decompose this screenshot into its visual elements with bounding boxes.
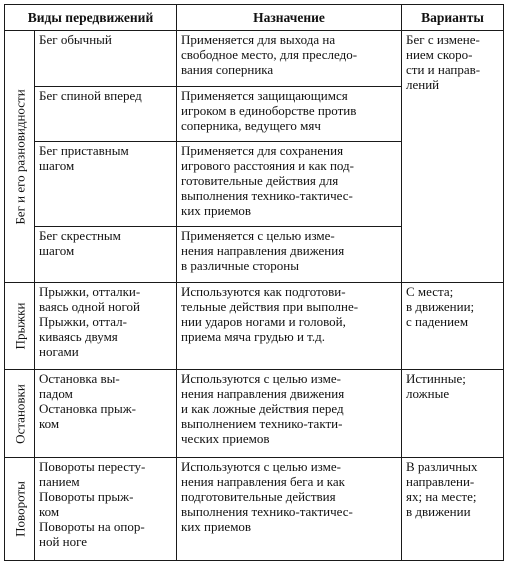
text-line: Бег с измене-	[406, 32, 480, 47]
text-line: ях; на месте;	[406, 489, 477, 504]
header-variants: Варианты	[402, 5, 504, 31]
text-line: Применяется защищающимся	[181, 88, 348, 103]
text-line: Применяется для выхода на	[181, 32, 336, 47]
text-line: Остановка прыж-	[39, 401, 137, 416]
text-line: нения направления движения	[181, 243, 345, 258]
text-line: ваясь одной ногой	[39, 299, 140, 314]
table-row	[5, 31, 504, 87]
text-line: лений	[406, 77, 440, 92]
text-line: Прыжки, оттал-	[39, 314, 127, 329]
movement-type-cell	[35, 142, 177, 227]
group-label-cell	[5, 31, 35, 283]
table-row	[5, 458, 504, 561]
text-line: панием	[39, 474, 80, 489]
group-label-turns: Повороты	[12, 481, 27, 537]
variants-cell	[402, 31, 504, 283]
movement-type-cell	[35, 31, 177, 87]
text-line: тельные действия при выполне-	[181, 299, 359, 314]
text-line: соперника, ведущего мяч	[181, 118, 321, 133]
movement-types-table	[4, 4, 504, 561]
purpose-cell	[177, 370, 402, 458]
purpose-cell	[177, 227, 402, 283]
movement-type-cell	[35, 370, 177, 458]
text-line: нием скоро-	[406, 47, 473, 62]
text-line: и как ложные действия перед	[181, 401, 344, 416]
table-row	[5, 370, 504, 458]
text-line: ком	[39, 416, 60, 431]
text-line: Применяется для сохранения	[181, 143, 344, 158]
text-line: Повороты пересту-	[39, 459, 146, 474]
text-line: ной ноге	[39, 534, 88, 549]
purpose-cell	[177, 31, 402, 87]
text-line: Прыжки, отталки-	[39, 284, 141, 299]
text-line: игрового расстояния и как под-	[181, 158, 354, 173]
purpose-cell	[177, 87, 402, 142]
text-line: направлени-	[406, 474, 475, 489]
text-line: ногами	[39, 344, 79, 359]
text-line: В различных	[406, 459, 478, 474]
text-line: Используются с целью изме-	[181, 371, 341, 386]
movement-type-cell	[35, 458, 177, 561]
purpose-cell	[177, 142, 402, 227]
group-label-running: Бег и его разновидности	[12, 88, 27, 225]
purpose-cell	[177, 458, 402, 561]
text-line: свободное место, для преследо-	[181, 47, 358, 62]
text-line: Повороты на опор-	[39, 519, 145, 534]
text-line: ложные	[406, 386, 450, 401]
text-line: падом	[39, 386, 73, 401]
text-line: в движении	[406, 504, 471, 519]
purpose-cell	[177, 283, 402, 370]
text-line: шагом	[39, 243, 75, 258]
text-line: выполнения технико-тактичес-	[181, 504, 353, 519]
text-line: с падением	[406, 314, 469, 329]
text-line: Бег обычный	[39, 32, 112, 47]
movement-type-cell	[35, 87, 177, 142]
text-line: в различные стороны	[181, 258, 299, 273]
text-line: Бег спиной вперед	[39, 88, 142, 103]
text-line: ком	[39, 504, 60, 519]
text-line: ких приемов	[181, 203, 252, 218]
movement-type-cell	[35, 227, 177, 283]
header-row	[5, 5, 504, 31]
text-line: приема мяча грудью и т.д.	[181, 329, 325, 344]
table-row	[5, 283, 504, 370]
text-line: выполнением технико-такти-	[181, 416, 343, 431]
text-line: нения направления бега и как	[181, 474, 345, 489]
text-line: готовительные действия для	[181, 173, 339, 188]
text-line: ческих приемов	[181, 431, 270, 446]
text-line: Применяется с целью изме-	[181, 228, 335, 243]
variants-cell	[402, 458, 504, 561]
text-line: подготовительные действия	[181, 489, 336, 504]
text-line: Используются с целью изме-	[181, 459, 341, 474]
text-line: нения направления движения	[181, 386, 345, 401]
header-movement-types: Виды передвижений	[5, 5, 177, 31]
group-label-jumps: Прыжки	[12, 302, 27, 350]
text-line: киваясь двумя	[39, 329, 118, 344]
variants-cell	[402, 283, 504, 370]
text-line: Используются как подготови-	[181, 284, 346, 299]
text-line: Истинные;	[406, 371, 466, 386]
group-label-cell	[5, 283, 35, 370]
group-label-stops: Остановки	[12, 383, 27, 444]
text-line: выполнения технико-тактичес-	[181, 188, 353, 203]
text-line: Повороты прыж-	[39, 489, 134, 504]
text-line: сти и направ-	[406, 62, 481, 77]
group-label-cell	[5, 458, 35, 561]
text-line: нии ударов ногами и головой,	[181, 314, 346, 329]
text-line: вания соперника	[181, 62, 274, 77]
text-line: в движении;	[406, 299, 475, 314]
text-line: Остановка вы-	[39, 371, 120, 386]
variants-cell	[402, 370, 504, 458]
movement-type-cell	[35, 283, 177, 370]
text-line: Бег скрестным	[39, 228, 121, 243]
header-purpose: Назначение	[177, 5, 402, 31]
text-line: С места;	[406, 284, 454, 299]
group-label-cell	[5, 370, 35, 458]
text-line: игроком в единоборстве против	[181, 103, 357, 118]
text-line: ких приемов	[181, 519, 252, 534]
text-line: Бег приставным	[39, 143, 129, 158]
text-line: шагом	[39, 158, 75, 173]
